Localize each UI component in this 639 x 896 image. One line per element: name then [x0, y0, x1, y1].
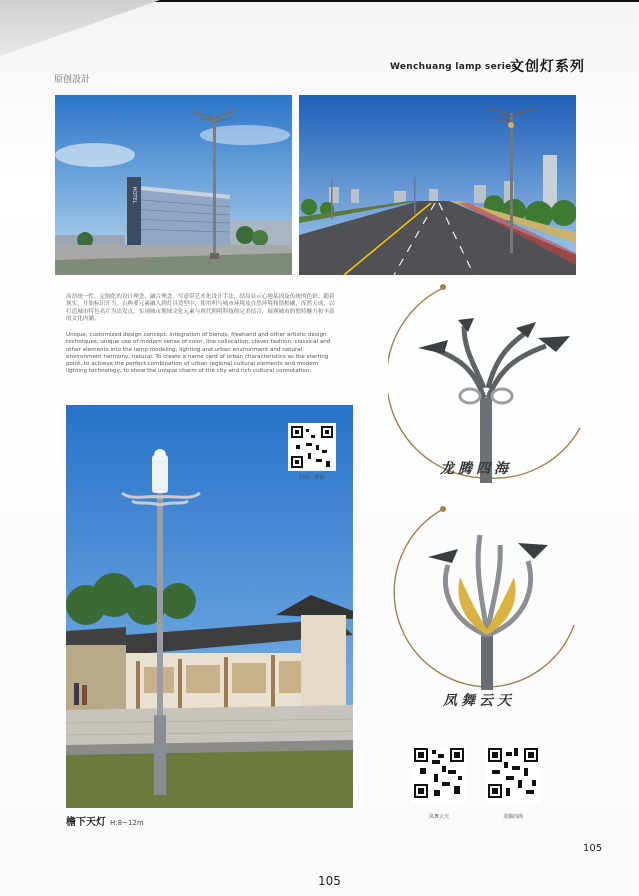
series-title-cn: 文创灯系列: [510, 59, 585, 75]
dragon-lamp-illustration: [388, 278, 588, 483]
main-lamp-photo: [66, 405, 353, 808]
corner-shade: [0, 0, 160, 56]
main-photo-caption: [66, 813, 144, 828]
product-spec: H:8~12m: [110, 819, 144, 827]
page-number: 105: [583, 843, 603, 854]
page-number-footer: 105: [318, 874, 341, 888]
qr-caption-phoenix: 凤舞云天: [428, 814, 449, 820]
dragon-lamp-name: 龙腾四海: [440, 461, 512, 477]
section-label: 原创設計: [54, 75, 91, 85]
hotel-sign: HOTEL: [131, 186, 137, 204]
qr-caption-dragon: 龙腾四海: [502, 814, 523, 820]
avenue-scene-photo: [299, 95, 576, 275]
description-en: Unique, customized design concept, integration of blends, freehand and other artistic design techniques, unique use of modern sense of color, line collocation, clever fashion, classical and other elements into the lamp modeling, lighting and urban environment and natural environment harmony, natural. To create a name card of urban characteristics as the starting point, to achieve the perfect combination of urban regional cultural elements and modern lighting technology, to show the unique charm of the city and rich cultural connotation.: [66, 332, 331, 375]
series-title-en: Wenchuang lamp series: [390, 62, 518, 72]
description-cn: 高昂统一性，定制化的设计理念，融合理念，写意带艺术化设计手法，结局显示心地基因及传统的色彩。随着现实，开始标识开当，古典要元素融入到灯具造型中，使用明与城市环境及自然环境和谐相融，浑然天成，以打造城市特色名片为出发点，实现城市地域文化元素与现代照明科技的完美结合，展现城市的独特魅力和丰富的文化内涵。: [66, 294, 335, 322]
phoenix-lamp-name: 凤舞云天: [443, 693, 515, 709]
hotel-scene-photo: [55, 95, 292, 275]
phoenix-lamp-illustration: [388, 505, 588, 690]
main-photo-qr-caption: 扫码二维码: [299, 475, 325, 481]
qr-code-dragon[interactable]: [486, 746, 540, 804]
qr-code-phoenix[interactable]: [412, 746, 466, 804]
product-name: 檐下天灯: [66, 817, 106, 828]
